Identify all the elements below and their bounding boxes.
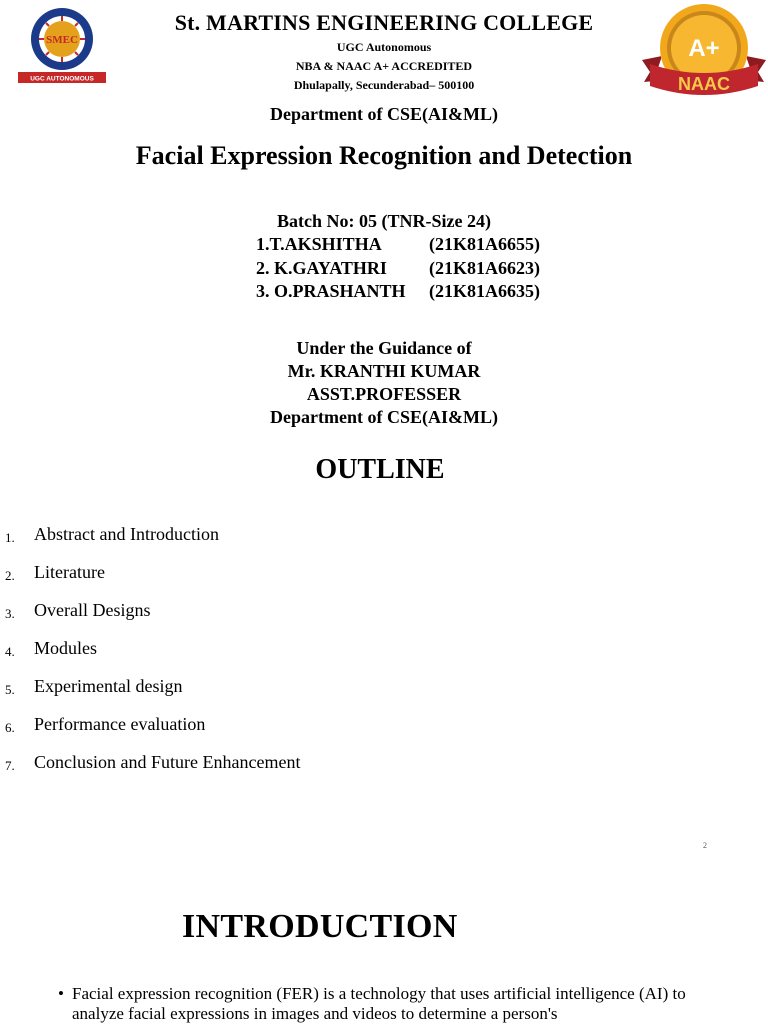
outline-item-text: Modules bbox=[34, 638, 97, 658]
outline-item-text: Overall Designs bbox=[34, 600, 151, 620]
batch-label: Batch No: 05 (TNR-Size 24) bbox=[277, 211, 491, 231]
member-name: 3. O.PRASHANTH bbox=[256, 281, 406, 301]
guidance-heading: Under the Guidance of bbox=[296, 338, 472, 358]
member-name: 2. K.GAYATHRI bbox=[256, 258, 387, 278]
bullet-icon: • bbox=[58, 984, 64, 1003]
page-number: 2 bbox=[703, 841, 707, 850]
outline-item-text: Conclusion and Future Enhancement bbox=[34, 752, 301, 772]
svg-text:NAAC: NAAC bbox=[678, 74, 730, 94]
ugc-autonomous-line: UGC Autonomous bbox=[336, 40, 432, 54]
guide-name: Mr. KRANTHI KUMAR bbox=[287, 361, 481, 381]
guide-designation: ASST.PROFESSER bbox=[306, 384, 462, 404]
outline-item-text: Literature bbox=[34, 562, 105, 582]
member-roll-number: (21K81A6623) bbox=[429, 258, 540, 278]
introduction-heading: INTRODUCTION bbox=[182, 908, 458, 945]
outline-item-number: 2. bbox=[5, 568, 15, 583]
college-name: St. MARTINS ENGINEERING COLLEGE bbox=[174, 10, 594, 35]
outline-item-text: Experimental design bbox=[34, 676, 183, 696]
outline-item-number: 5. bbox=[5, 682, 15, 697]
project-title: Facial Expression Recognition and Detection bbox=[135, 141, 633, 170]
member-roll-number: (21K81A6655) bbox=[429, 234, 540, 254]
outline-item-text: Abstract and Introduction bbox=[34, 524, 219, 544]
svg-text:UGC AUTONOMOUS: UGC AUTONOMOUS bbox=[30, 75, 94, 83]
outline-heading: OUTLINE bbox=[315, 454, 445, 485]
outline-item-number: 4. bbox=[5, 644, 15, 659]
outline-item-number: 3. bbox=[5, 606, 15, 621]
svg-text:A+: A+ bbox=[688, 35, 720, 62]
introduction-paragraph: Facial expression recognition (FER) is a technology that uses artificial intelligence (AI) to analyze facial expressions in images and videos to determine a person's bbox=[72, 984, 686, 1023]
svg-text:SMEC: SMEC bbox=[46, 34, 78, 46]
outline-item-number: 1. bbox=[5, 530, 15, 545]
outline-item-text: Performance evaluation bbox=[34, 714, 206, 734]
guide-department: Department of CSE(AI&ML) bbox=[270, 407, 498, 427]
department-heading: Department of CSE(AI&ML) bbox=[270, 104, 498, 124]
outline-item-number: 7. bbox=[5, 758, 15, 773]
outline-item-number: 6. bbox=[5, 720, 15, 735]
college-address: Dhulapally, Secunderabad– 500100 bbox=[293, 78, 475, 92]
accreditation-line: NBA & NAAC A+ ACCREDITED bbox=[295, 59, 473, 73]
member-roll-number: (21K81A6635) bbox=[429, 281, 540, 301]
team-members bbox=[256, 234, 576, 306]
member-name: 1.T.AKSHITHA bbox=[256, 234, 382, 254]
